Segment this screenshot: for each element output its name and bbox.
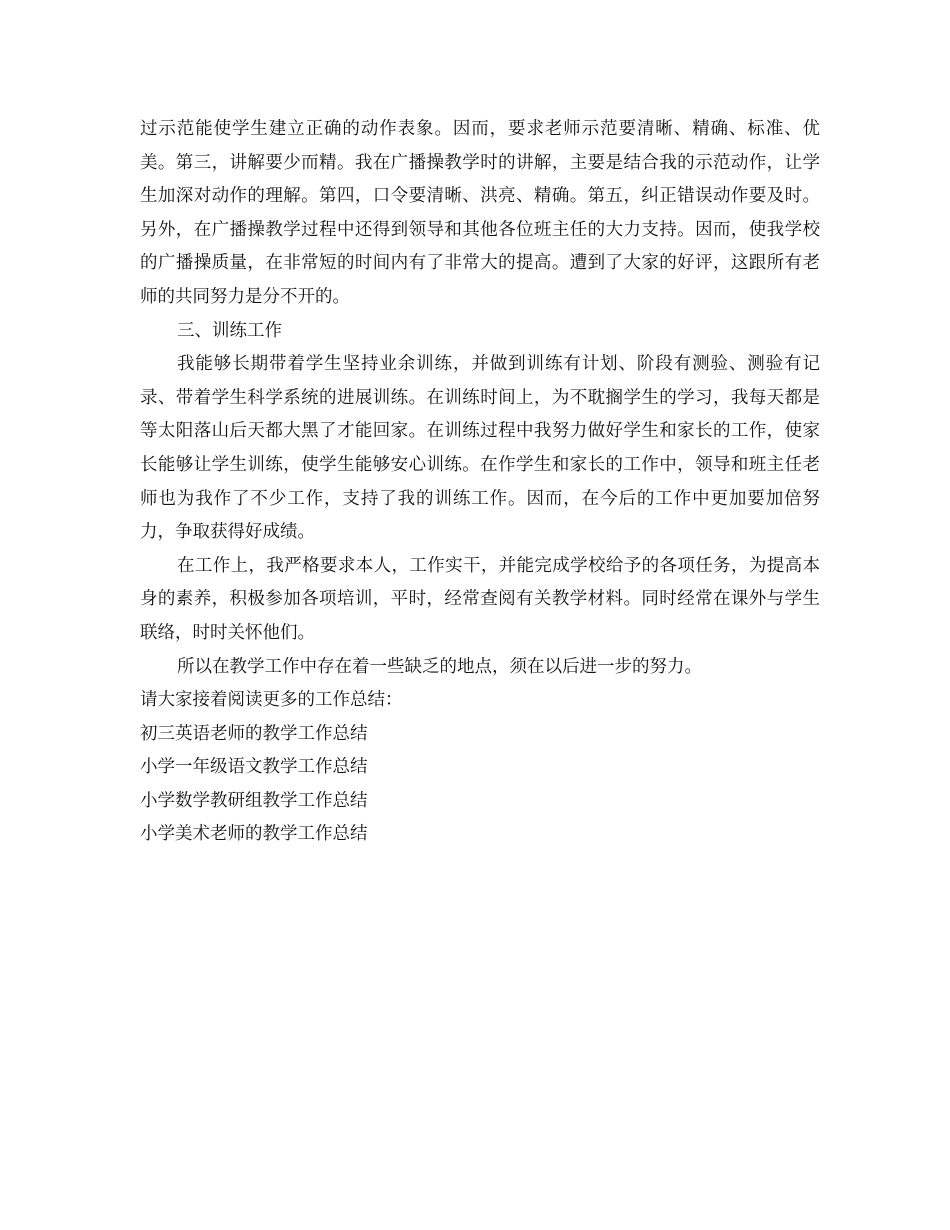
related-link-math[interactable]: 小学数学教研组教学工作总结 bbox=[140, 790, 368, 811]
document-body bbox=[140, 113, 820, 852]
section-heading-training: 三、训练工作 bbox=[177, 320, 282, 341]
paragraph-conclusion: 所以在教学工作中存在着一些缺乏的地点，须在以后进一步的努力。 bbox=[177, 656, 702, 677]
paragraph-training: 我能够长期带着学生坚持业余训练，并做到训练有计划、阶段有测验、测验有记录、带着学生科学系统的进展训练。在训练时间上，为不耽搁学生的学习，我每天都是等太阳落山后天都大黑了才能回家。在训练过程中我努力做好学生和家长的工作，使家长能够让学生训练，使学生能够安心训练。在作学生和家长的工作中，领导和班主任老师也为我作了不少工作，支持了我的训练工作。因而，在今后的工作中更加要加倍努力，争取获得好成绩。 bbox=[140, 354, 820, 543]
related-link-art[interactable]: 小学美术老师的教学工作总结 bbox=[140, 824, 368, 845]
paragraph-work-attitude: 在工作上，我严格要求本人，工作实干，并能完成学校给予的各项任务，为提高本身的素养，积极参加各项培训，平时，经常查阅有关教学材料。同时经常在课外与学生联络，时时关怀他们。 bbox=[140, 555, 820, 643]
related-link-chinese[interactable]: 小学一年级语文教学工作总结 bbox=[140, 757, 368, 778]
paragraph-demonstration: 过示范能使学生建立正确的动作表象。因而，要求老师示范要清晰、精确、标准、优美。第三，讲解要少而精。我在广播操教学时的讲解，主要是结合我的示范动作，让学生加深对动作的理解。第四，口令要清晰、洪亮、精确。第五，纠正错误动作要及时。另外，在广播操教学过程中还得到领导和其他各位班主任的大力支持。因而，使我学校的广播操质量，在非常短的时间内有了非常大的提高。遭到了大家的好评，这跟所有老师的共同努力是分不开的。 bbox=[140, 119, 820, 307]
related-link-english[interactable]: 初三英语老师的教学工作总结 bbox=[140, 723, 368, 744]
more-reading-prompt: 请大家接着阅读更多的工作总结： bbox=[140, 690, 403, 711]
